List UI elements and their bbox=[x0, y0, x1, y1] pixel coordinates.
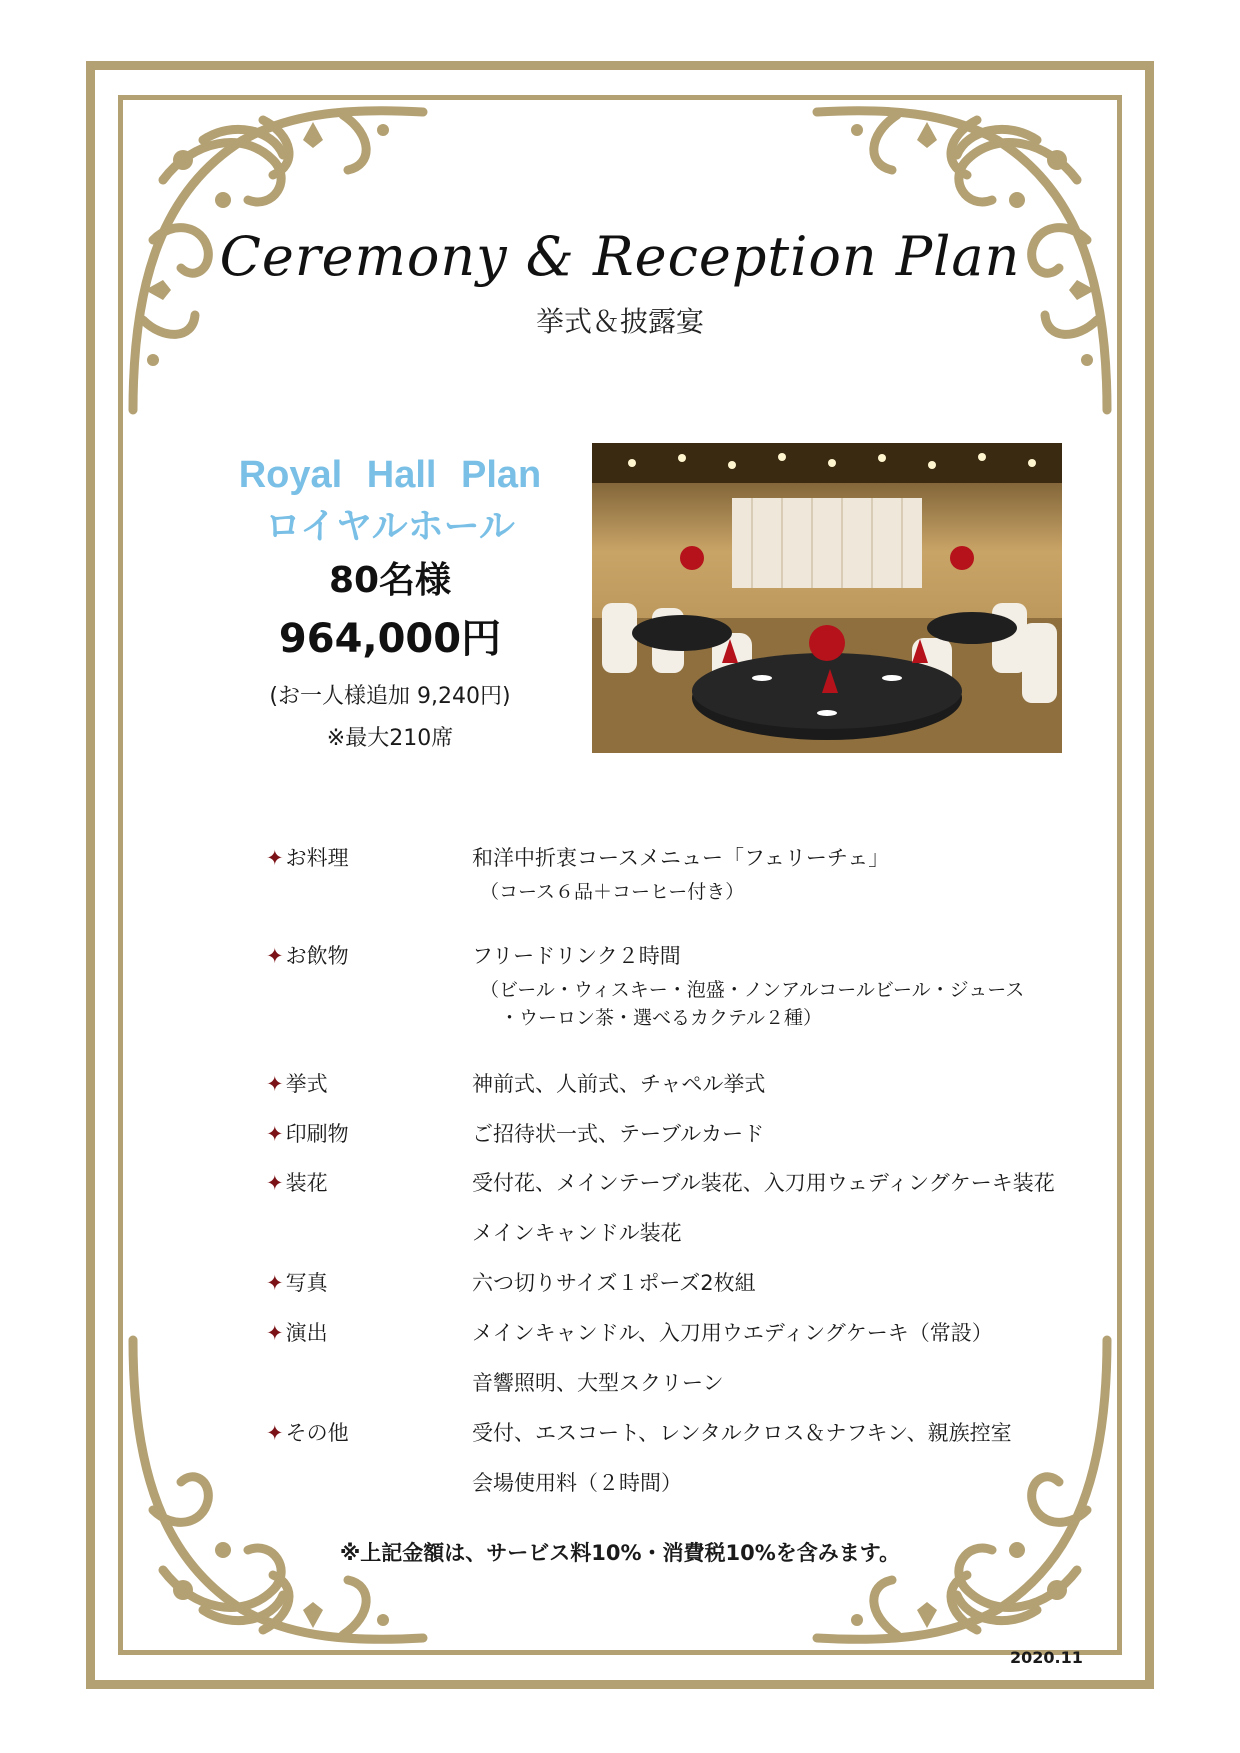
plan-price: 964,000円 bbox=[278, 616, 502, 662]
ornament-corner-icon bbox=[787, 1320, 1117, 1650]
detail-value: 六つ切りサイズ１ポーズ2枚組 bbox=[472, 1271, 756, 1295]
plan-extra-price: (お一人様追加 9,240円) bbox=[269, 684, 511, 709]
plan-summary bbox=[200, 448, 580, 760]
detail-label: その他 bbox=[285, 1421, 349, 1445]
page-title: Ceremony & Reception Plan bbox=[219, 225, 1021, 288]
detail-label: お料理 bbox=[285, 846, 349, 870]
star-bullet-icon: ✦ bbox=[266, 944, 284, 968]
detail-label: 写真 bbox=[285, 1271, 328, 1295]
detail-value: フリードリンク２時間 bbox=[472, 944, 681, 968]
star-bullet-icon: ✦ bbox=[266, 1122, 284, 1146]
banquet-hall-photo bbox=[592, 443, 1062, 753]
star-bullet-icon: ✦ bbox=[266, 1421, 284, 1445]
detail-label: 印刷物 bbox=[285, 1122, 349, 1146]
plan-guests: 80名様 bbox=[328, 560, 452, 601]
issue-date: 2020.11 bbox=[1010, 1648, 1083, 1667]
detail-value-sub: （ビール・ウィスキー・泡盛・ノンアルコールビール・ジュース bbox=[480, 979, 1025, 1001]
detail-label: お飲物 bbox=[285, 944, 349, 968]
detail-value-sub: ・ウーロン茶・選べるカクテル２種） bbox=[500, 1007, 823, 1029]
detail-value: 受付花、メインテーブル装花、入刀用ウェディングケーキ装花 bbox=[472, 1171, 1055, 1195]
ornament-corner-icon bbox=[123, 1320, 453, 1650]
detail-value: 受付、エスコート、レンタルクロス＆ナフキン、親族控室 bbox=[472, 1421, 1012, 1445]
detail-label: 挙式 bbox=[285, 1072, 328, 1096]
detail-value: メインキャンドル、入刀用ウエディングケーキ（常設） bbox=[472, 1321, 993, 1345]
detail-value: 音響照明、大型スクリーン bbox=[472, 1371, 724, 1395]
star-bullet-icon: ✦ bbox=[266, 1271, 284, 1295]
star-bullet-icon: ✦ bbox=[266, 846, 284, 870]
detail-value: 神前式、人前式、チャペル挙式 bbox=[472, 1072, 766, 1096]
detail-value: 会場使用料（２時間） bbox=[472, 1471, 682, 1495]
plan-max-seats: ※最大210席 bbox=[326, 726, 454, 751]
detail-value-sub: （コース６品＋コーヒー付き） bbox=[480, 881, 745, 903]
detail-value: 和洋中折衷コースメニュー「フェリーチェ」 bbox=[472, 846, 890, 870]
detail-value: メインキャンドル装花 bbox=[472, 1221, 682, 1245]
plan-name-jp: ロイヤルホール bbox=[265, 506, 515, 547]
price-note: ※上記金額は、サービス料10%・消費税10%を含みます。 bbox=[339, 1541, 901, 1565]
detail-value: ご招待状一式、テーブルカード bbox=[472, 1122, 765, 1146]
star-bullet-icon: ✦ bbox=[266, 1321, 284, 1345]
star-bullet-icon: ✦ bbox=[266, 1171, 284, 1195]
detail-label: 装花 bbox=[285, 1171, 328, 1195]
detail-label: 演出 bbox=[285, 1321, 328, 1345]
star-bullet-icon: ✦ bbox=[266, 1072, 284, 1096]
page-subtitle: 挙式＆披露宴 bbox=[535, 305, 704, 338]
plan-name-en: Royal Hall Plan bbox=[238, 454, 542, 496]
